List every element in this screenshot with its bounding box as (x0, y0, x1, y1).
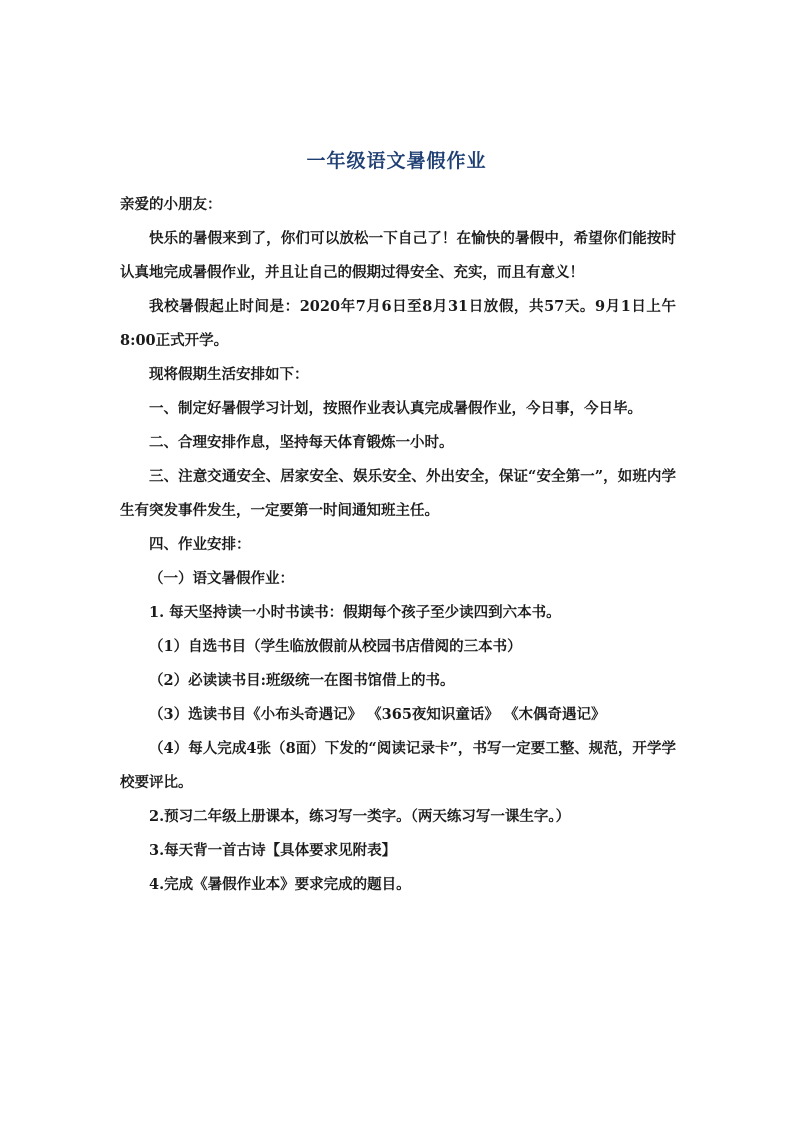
dates-paragraph: 我校暑假起止时间是：2020年7月6日至8月31日放假，共57天。9月1日上午8:00正式开学。 (120, 298, 676, 349)
task-subitem-2: （2）必读读书目:班级统一在图书馆借上的书。 (149, 672, 455, 689)
list-item-3: 三、注意交通安全、居家安全、娱乐安全、外出安全，保证“安全第一”，如班内学生有突发事件发生，一定要第一时间通知班主任。 (120, 468, 676, 519)
task-subitem-1: （1）自选书目（学生临放假前从校园书店借阅的三本书） (149, 638, 522, 655)
task-subitem-3: （3）选读书目《小布头奇遇记》 《365夜知识童话》 《木偶奇遇记》 (149, 706, 606, 723)
document-title: 一年级语文暑假作业 (306, 150, 487, 172)
arrangement-paragraph: 现将假期生活安排如下： (149, 366, 309, 383)
greeting-paragraph: 亲爱的小朋友： (120, 196, 222, 213)
list-item-1: 一、制定好暑假学习计划，按照作业表认真完成暑假作业，今日事，今日毕。 (149, 400, 642, 417)
list-item-4: 四、作业安排： (149, 536, 251, 553)
intro-paragraph: 快乐的暑假来到了，你们可以放松一下自己了！在愉快的暑假中，希望你们能按时认真地完成暑假作业，并且让自己的假期过得安全、充实，而且有意义！ (120, 230, 676, 281)
list-item-2: 二、合理安排作息，坚持每天体育锻炼一小时。 (149, 434, 454, 451)
task-item-1: 1. 每天坚持读一小时书读书：假期每个孩子至少读四到六本书。 (149, 604, 561, 621)
task-subitem-4: （4）每人完成4张（8面）下发的“阅读记录卡”，书写一定要工整、规范，开学学校要评比。 (120, 740, 676, 791)
task-item-2: 2.预习二年级上册课本，练习写一类字。（两天练习写一课生字。） (149, 808, 571, 825)
document-body (120, 188, 676, 902)
subsection-heading: （一）语文暑假作业： (149, 570, 294, 587)
task-item-4: 4.完成《暑假作业本》要求完成的题目。 (149, 876, 411, 893)
task-item-3: 3.每天背一首古诗【具体要求见附表】 (149, 842, 397, 859)
